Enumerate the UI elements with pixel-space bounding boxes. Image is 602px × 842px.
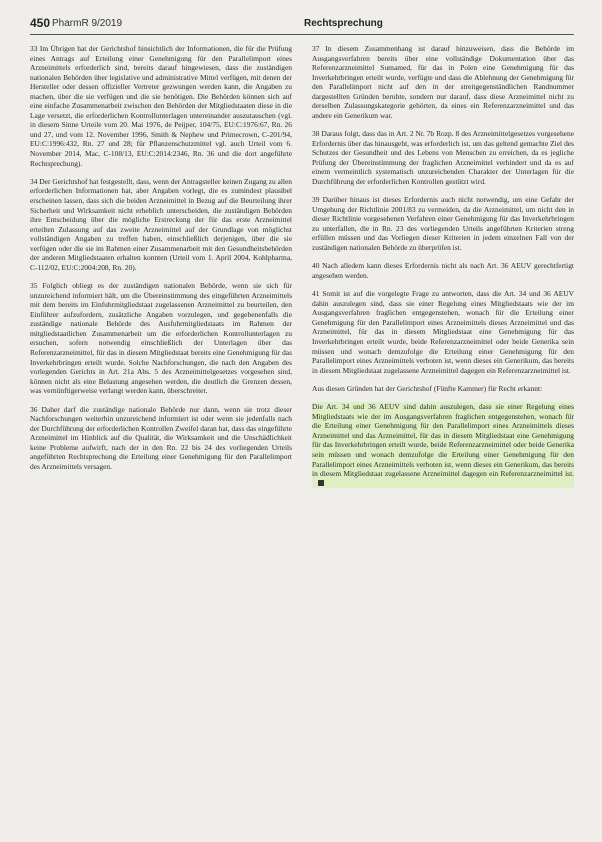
paragraph-40: 40 Nach alledem kann dieses Erfordernis nicht als nach Art. 36 AEUV gerechtfertigt angesehen werden. xyxy=(312,261,574,280)
left-column xyxy=(30,44,292,480)
journal-citation: PharmR 9/2019 xyxy=(52,18,123,29)
paragraph-35: 35 Folglich obliegt es der zuständigen nationalen Behörde, wenn sie sich für unzureichend informiert hält, um die Übereinstimmung des eingeführten Arzneimittels mit dem bereits im Einfuhrmitgliedstaat zugelassenen Arzneimittel zu beurteilen, den Einführer aufzufordern, zusätzliche Angaben vorzulegen, und gegebenenfalls die zuständige nationale Behörde des Ausfuhrmitgliedstaats im Rahmen der mitgliedstaatlichen Zusammenarbeit um die erforderlichen Kontrollunterlagen zu ersuchen, sofern notwendig einschließlich der Unterlagen über das Referenzarzneimittel, für das in diesem Mitgliedstaat bereits eine Genehmigung für das Inverkehrbringen erteilt wurde. Solche Nachforschungen, die nach den Angaben des vorlegenden Gerichts in Art. 21a Abs. 5 des Arzneimittelgesetzes vorgesehen sind, können nicht als eine Belastung angesehen werden, die deutlich die Grenzen dessen, was vernünftigerweise verlangt werden kann, überschreitet. xyxy=(30,281,292,396)
page-header xyxy=(30,14,574,35)
paragraph-38: 38 Daraus folgt, dass das in Art. 2 Nr. 7b Rozp. 8 des Arzneimittelgesetzes vorgesehene Erfordernis über das hinausgeht, was erforderlich ist, um das geltend gemachte Ziel des Schutzes der Gesundheit und des Lebens von Menschen zu erreichen, da es jegliche Prüfung der Übereinstimmung der fraglichen Arzneimittel verhindert und da es auf einem vermeintlich systematisch unzureichenden Charakter der Unterlagen für die Durchführung der erforderlichen Kontrollen gestützt wird. xyxy=(312,129,574,186)
ruling-text: Die Art. 34 und 36 AEUV sind dahin auszulegen, dass sie einer Regelung eines Mitgliedstaats wie der im Ausgangsverfahren fraglichen entgegenstehen, wonach für die Erteilung einer Genehmigung für den Parallelimport eines Arzneimittels dieses Arzneimittel und das Arzneimittel, für das in diesem Mitgliedstaat eine Genehmigung für das Inverkehrbringen erteilt wurde, beide Referenzarzneimittel oder beide Generika sein müssen und wonach demzufolge die Erteilung einer Genehmigung für den Parallelimport eines Arzneimittels verboten ist, wenn dieses ein Generikum, das bereits in diesem Mitgliedstaat zugelassene Arzneimittel dagegen ein Referenzarzneimittel ist. xyxy=(312,402,574,479)
page-number: 450 xyxy=(30,16,51,30)
paragraph-33: 33 Im Übrigen hat der Gerichtshof hinsichtlich der Informationen, die für die Prüfung eines Antrags auf Erteilung einer Genehmigung für den Parallelimport eines Arzneimittels erforderlich sind, bereits darauf hingewiesen, dass die zuständigen nationalen Behörden über legislative und administrative Mittel verfügen, mit denen der Hersteller oder dessen offizieller Vertreter gezwungen werden kann, die Angaben zu machen, über die sie verfügen und die sie benötigen. Die Behörden können sich auf eine einfache Zusammenarbeit zwischen den Behörden der Mitgliedstaaten diese in die Lage versetzt, die erforderlichen Kontrollunterlagen untereinander auszutauschen (vgl. in diesem Sinne Urteile vom 20. Mai 1976, de Peijper, 104/75, EU:C:1976:67, Rn. 26 und 27, und vom 12. November 1996, Smith & Nephew und Primecrown, C-201/94, EU:C:1996:432, Rn. 27 und 28; für Pflanzenschutzmittel vgl. auch Urteil vom 6. November 2014, Mac, C-108/13, EU:C:2014:2346, Rn. 36 und die dort angeführte Rechtsprechung). xyxy=(30,44,292,168)
paragraph-34: 34 Der Gerichtshof hat festgestellt, dass, wenn der Antragsteller keinen Zugang zu allen erforderlichen Informationen hat, aber Angaben vorlegt, die es zumindest plausibel erscheinen lassen, dass sich die beiden Arzneimittel in Bezug auf die Beurteilung ihrer Sicherheit und Wirksamkeit nicht erheblich unterscheiden, die zuständigen Behörden ihre Entscheidung über die mögliche Erstreckung der für das erste Arzneimittel erteilten Zulassung auf das zweite Arzneimittel auf der Grundlage von möglichst vollständigen Angaben zu treffen haben, einschließlich derjenigen, über die sie verfügen oder die sie im Rahmen einer Zusammenarbeit mit den Gesundheitsbehörden der anderen Mitgliedstaaten erhalten konnten (Urteil vom 1. April 2004, Kohlpharma, C-112/02, EU:C:2004:208, Rn. 20). xyxy=(30,176,292,272)
ruling-intro: Aus diesen Gründen hat der Gerichtshof (Fünfte Kammer) für Recht erkannt: xyxy=(312,383,543,393)
paragraph-37: 37 In diesem Zusammenhang ist darauf hinzuweisen, dass die Behörde im Ausgangsverfahren bereits über eine vollständige Dokumentation über das Referenzarzneimittel Sumamed, für das in Polen eine Genehmigung für das Inverkehrbringen erteilt wurde, verfügte und dass die Ablehnung der Genehmigung für den Parallelimport nicht auf den in der streitgegenständlichen Randnummer dargestellten Gründen beruhte, sondern nur darauf, dass diese Arzneimittel nicht zu derselben Zulassungskategorie gehörten, da eines ein Referenzarzneimittel und das andere ein Generikum war. xyxy=(312,44,574,120)
paragraph-41: 41 Somit ist auf die vorgelegte Frage zu antworten, dass die Art. 34 und 36 AEUV dahin auszulegen sind, dass sie einer Regelung eines Mitgliedstaats wie der im Ausgangsverfahren fraglichen entgegenstehen, wonach für die Erteilung einer Genehmigung für den Parallelimport eines Arzneimittels dieses Arzneimittel und das Arzneimittel, für das in diesem Mitgliedstaat eine Genehmigung für das Inverkehrbringen erteilt wurde, beide Referenzarzneimittel oder beide Generika sein müssen und wonach demzufolge die Erteilung einer Genehmigung für den Parallelimport eines Arzneimittels verboten ist, wenn dieses ein Generikum, das bereits in diesem Mitgliedstaat zugelassene Arzneimittel dagegen ein Referenzarzneimittel ist. xyxy=(312,289,574,375)
right-column xyxy=(312,44,574,497)
paragraph-39: 39 Darüber hinaus ist dieses Erfordernis auch nicht notwendig, um eine Gefahr der Umgehung der Richtlinie 2001/83 zu vermeiden, da die Arzneimittel, um nicht den in dieser Richtlinie vorgesehenen Verfahren einer Genehmigung für das Inverkehrbringen zu unterfallen, die in Rn. 23 des vorliegenden Urteils angeführten Kriterien streng erfüllen müssen und das Vorliegen dieser Kriterien in jedem einzelnen Fall von der zuständigen nationalen Behörde zu überprüfen ist. xyxy=(312,195,574,252)
ruling-operative-part xyxy=(312,402,574,488)
section-title: Rechtsprechung xyxy=(304,18,383,29)
end-mark-icon xyxy=(318,480,324,486)
paragraph-36: 36 Daher darf die zuständige nationale Behörde nur dann, wenn sie trotz dieser Nachforschungen weiterhin unzureichend informiert ist oder wenn sie jedenfalls nach der Durchführung der erforderlichen Kontrollen Zweifel daran hat, dass das eingeführte Arzneimittel im Hinblick auf die Qualität, die Wirksamkeit und die Unschädlichkeit keine Probleme aufwirft, nach der in den Rn. 22 bis 24 des vorliegenden Urteils angeführten Rechtsprechung die Erteilung einer Genehmigung für den Parallelimport des Arzneimittels versagen. xyxy=(30,404,292,471)
